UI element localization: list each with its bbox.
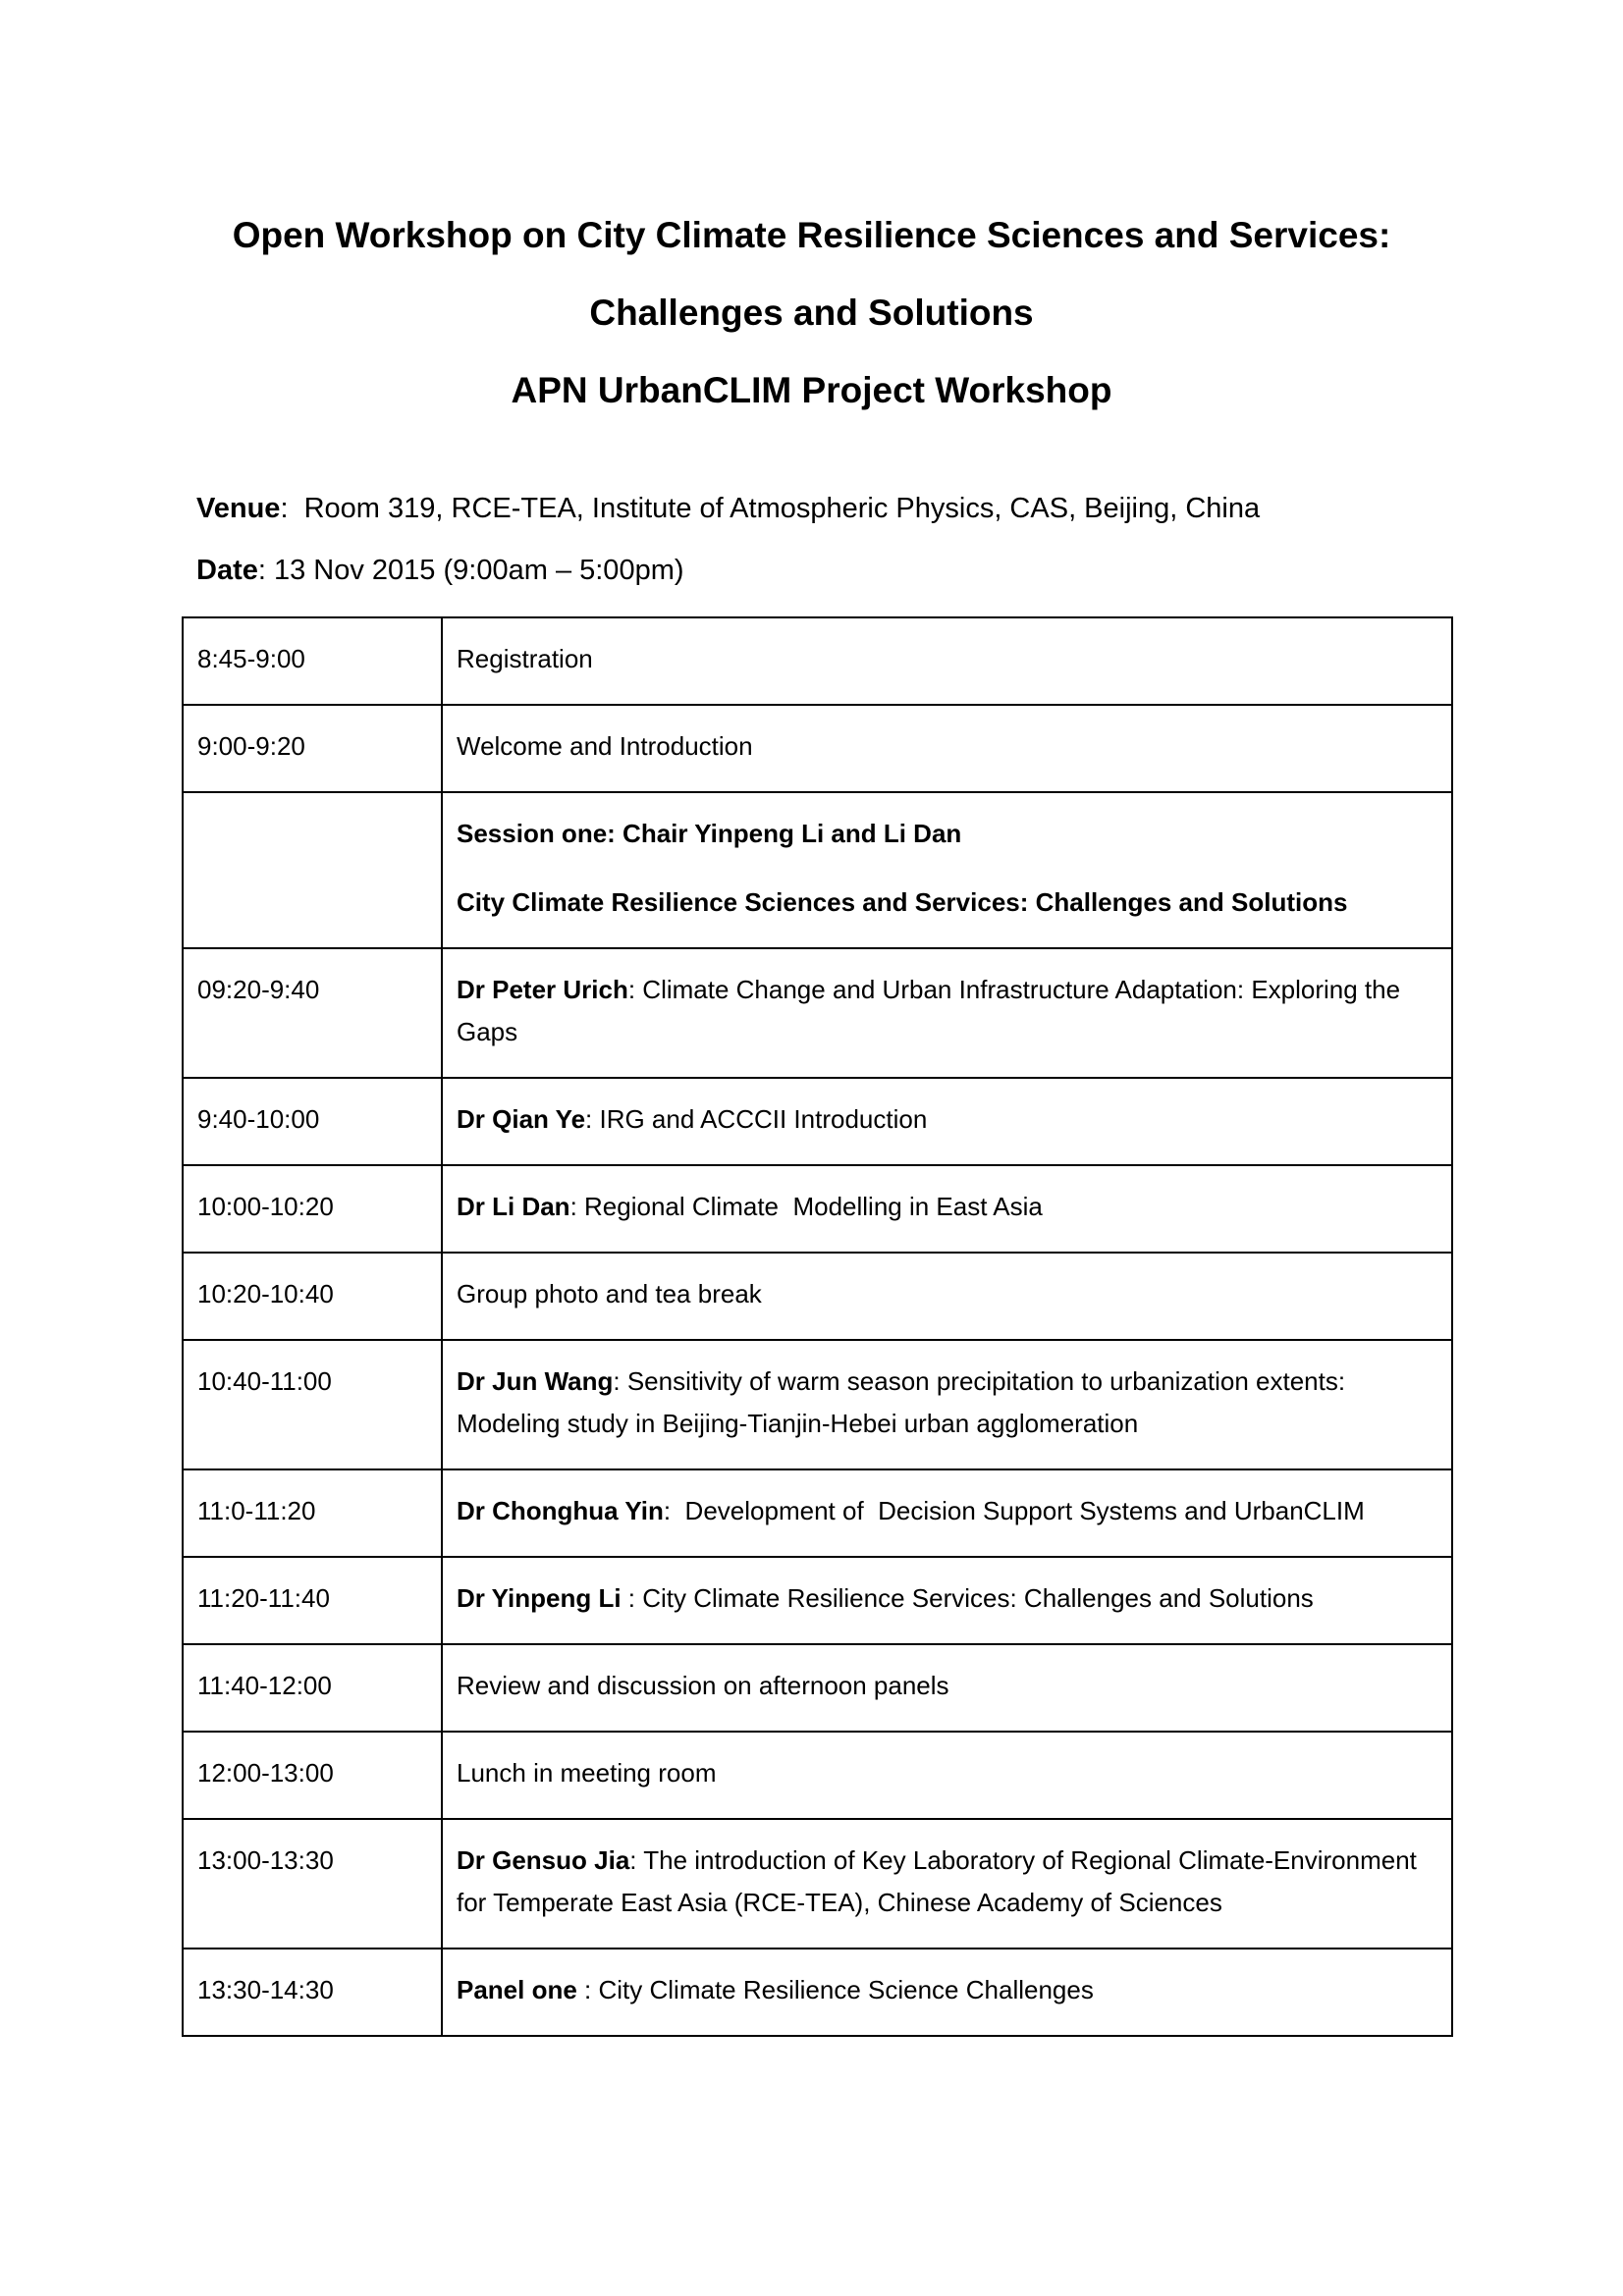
date-line: Date: 13 Nov 2015 (9:00am – 5:00pm): [196, 555, 684, 586]
talk-topic: : City Climate Resilience Services: Challenges and Solutions: [621, 1583, 1314, 1613]
speaker-name: Dr Chonghua Yin: [457, 1496, 664, 1525]
speaker-name: Panel one: [457, 1975, 577, 2004]
agenda-row: [183, 1732, 1452, 1819]
agenda-row: [183, 1949, 1452, 2036]
agenda-table: [182, 616, 1453, 2037]
talk-topic: : The introduction of Key Laboratory of Regional Climate-Environment for Temperate East Asia (RCE-TEA), Chinese Academy of Sciences: [457, 1845, 1417, 1917]
title-line-2: Challenges and Solutions: [589, 293, 1034, 333]
agenda-row: [183, 1165, 1452, 1253]
time-cell: 09:20-9:40: [183, 948, 442, 1078]
time-cell: [183, 792, 442, 948]
time-cell: 10:00-10:20: [183, 1165, 442, 1253]
description-cell: [442, 948, 1452, 1078]
agenda-row: [183, 1469, 1452, 1557]
description-cell: [442, 1165, 1452, 1253]
description-cell: [442, 792, 1452, 948]
speaker-name: Dr Gensuo Jia: [457, 1845, 630, 1875]
venue-line: Venue: Room 319, RCE-TEA, Institute of Atmospheric Physics, CAS, Beijing, China: [196, 493, 1261, 524]
description-cell: Welcome and Introduction: [442, 705, 1452, 792]
venue-label: Venue: [196, 493, 281, 524]
time-cell: 11:0-11:20: [183, 1469, 442, 1557]
time-cell: 12:00-13:00: [183, 1732, 442, 1819]
talk-topic: : Sensitivity of warm season precipitation to urbanization extents: Modeling study in Beijing-Tianjin-Hebei urban agglomeration: [457, 1366, 1346, 1438]
session-theme: City Climate Resilience Sciences and Services: Challenges and Solutions: [457, 887, 1348, 917]
agenda-row: [183, 1340, 1452, 1469]
description-cell: [442, 1078, 1452, 1165]
speaker-name: Dr Qian Ye: [457, 1104, 586, 1134]
agenda-row: [183, 1253, 1452, 1340]
venue-value: Room 319, RCE-TEA, Institute of Atmospheric Physics, CAS, Beijing, China: [303, 493, 1261, 524]
time-cell: 11:40-12:00: [183, 1644, 442, 1732]
description-cell: [442, 1557, 1452, 1644]
talk-topic: : City Climate Resilience Science Challenges: [576, 1975, 1094, 2004]
session-chair: Session one: Chair Yinpeng Li and Li Dan: [457, 819, 962, 848]
description-cell: Registration: [442, 617, 1452, 705]
date-value: 13 Nov 2015 (9:00am – 5:00pm): [273, 555, 684, 586]
description-cell: [442, 1949, 1452, 2036]
agenda-row: [183, 1078, 1452, 1165]
speaker-name: Dr Li Dan: [457, 1192, 570, 1221]
session-header-row: [183, 792, 1452, 948]
time-cell: 10:20-10:40: [183, 1253, 442, 1340]
agenda-row: [183, 1644, 1452, 1732]
talk-topic: : Climate Change and Urban Infrastructure Adaptation: Exploring the Gaps: [457, 975, 1401, 1046]
time-cell: 13:30-14:30: [183, 1949, 442, 2036]
description-cell: Lunch in meeting room: [442, 1732, 1452, 1819]
time-cell: 9:00-9:20: [183, 705, 442, 792]
time-cell: 10:40-11:00: [183, 1340, 442, 1469]
date-label: Date: [196, 555, 258, 586]
talk-topic: : Development of Decision Support Systems and UrbanCLIM: [663, 1496, 1365, 1525]
agenda-row: [183, 1557, 1452, 1644]
speaker-name: Dr Jun Wang: [457, 1366, 614, 1396]
description-cell: Review and discussion on afternoon panels: [442, 1644, 1452, 1732]
agenda-row: [183, 1819, 1452, 1949]
document-title-block: [0, 196, 1623, 429]
speaker-name: Dr Yinpeng Li: [457, 1583, 622, 1613]
description-cell: Group photo and tea break: [442, 1253, 1452, 1340]
title-line-3: APN UrbanCLIM Project Workshop: [511, 370, 1112, 410]
title-line-1: Open Workshop on City Climate Resilience Sciences and Services:: [232, 215, 1391, 255]
agenda-row: [183, 705, 1452, 792]
talk-topic: : IRG and ACCCII Introduction: [585, 1104, 928, 1134]
time-cell: 9:40-10:00: [183, 1078, 442, 1165]
agenda-row: [183, 617, 1452, 705]
time-cell: 8:45-9:00: [183, 617, 442, 705]
time-cell: 13:00-13:30: [183, 1819, 442, 1949]
agenda-row: [183, 948, 1452, 1078]
speaker-name: Dr Peter Urich: [457, 975, 628, 1004]
description-cell: [442, 1469, 1452, 1557]
description-cell: [442, 1340, 1452, 1469]
description-cell: [442, 1819, 1452, 1949]
time-cell: 11:20-11:40: [183, 1557, 442, 1644]
talk-topic: : Regional Climate Modelling in East Asia: [569, 1192, 1043, 1221]
